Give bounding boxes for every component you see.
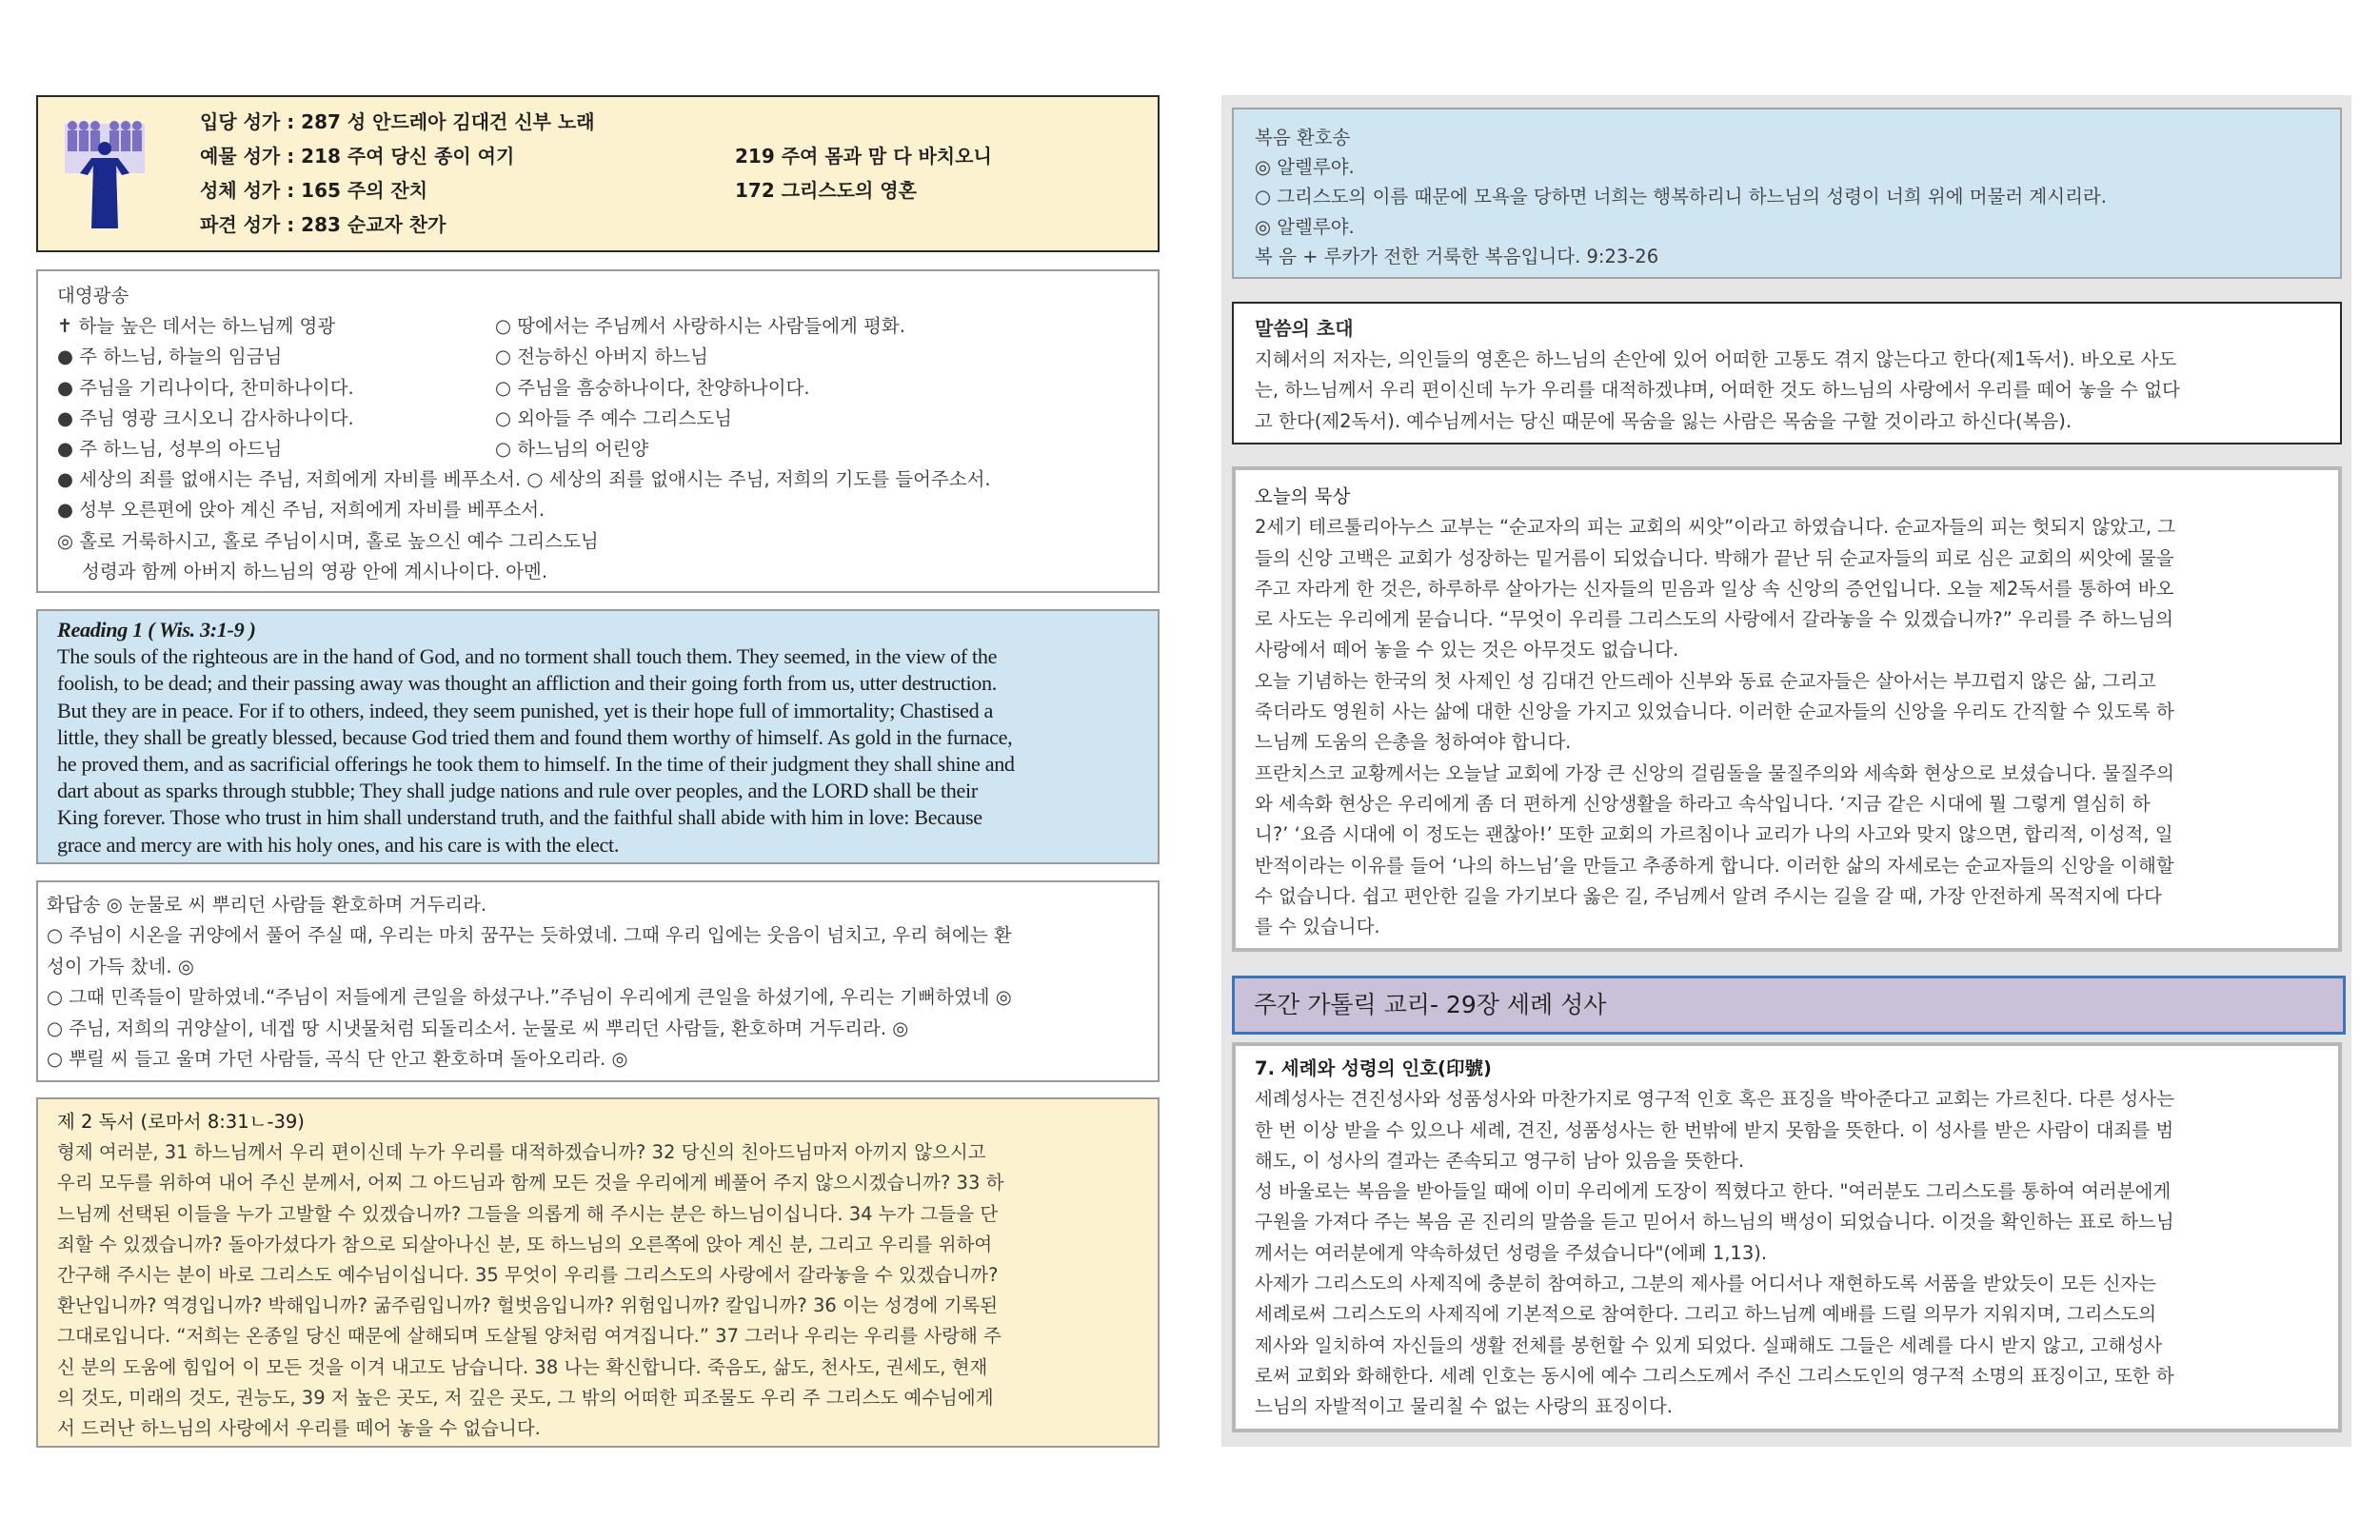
second-reading-line: 느님께 선택된 이들을 누가 고발할 수 있겠습니까? 그들을 의롭게 해 주시는 분은 하느님이십니다. 34 누가 그들을 단 [57, 1202, 999, 1225]
catechism-line: 세례성사는 견진성사와 성품성사와 마찬가지로 영구적 인호 혹은 표징을 박아준다고 교회는 가르친다. 다른 성사는 [1255, 1088, 2174, 1111]
first-reading-line: foolish, to be dead; and their passing away was thought an affliction and their going forth from us, utter destruction. [57, 671, 997, 696]
first-reading-box [36, 609, 1160, 864]
catechism-line: 로써 교회와 화해한다. 세례 인호는 동시에 예수 그리스도께서 주신 그리스도인의 영구적 소명의 표징이고, 또한 하 [1255, 1364, 2174, 1387]
catechism-line: 께서는 여러분에게 약속하셨던 성령을 주셨습니다"(에페 1,13). [1255, 1241, 1768, 1264]
gloria-text: ✝ 하늘 높은 데서는 하느님께 영광 [57, 315, 336, 338]
gloria-row [57, 373, 1139, 404]
meditation-line: 주고 자라게 한 것은, 하루하루 살아가는 신자들의 믿음과 일상 속 신앙의 증언입니다. 오늘 제2독서를 통하여 바오 [1255, 577, 2174, 600]
meditation-line: 반적이라는 이유를 들어 ‘나의 하느님’을 만들고 추종하게 합니다. 이러한 삶의 자세로는 순교자들의 신앙을 이해할 [1255, 854, 2174, 877]
gloria-text: ● 주 하느님, 성부의 아드님 [57, 438, 283, 461]
first-reading-line: grace and mercy are with his holy ones, and his care is with the elect. [57, 832, 620, 857]
meditation-title: 오늘의 묵상 [1255, 485, 1351, 507]
second-reading-line: 그대로입니다. “저희는 온종일 당신 때문에 살해되며 도살될 양처럼 여겨집니다.” 37 그러나 우리는 우리를 사랑해 주 [57, 1325, 1002, 1348]
meditation-line: 니?’ ‘요즘 시대에 이 정도는 괜찮아!’ 또한 교회의 가르침이나 교리가 나의 사고와 맞지 않으면, 합리적, 이성적, 일 [1255, 823, 2173, 846]
hymns-box [36, 95, 1160, 252]
psalm-line: ○ 주님이 시온을 귀양에서 풀어 주실 때, 우리는 마치 꿈꾸는 듯하였네. 그때 우리 입에는 웃음이 넘치고, 우리 혀에는 환 [47, 924, 1012, 947]
gloria-text: ○ 하느님의 어린양 [495, 438, 649, 461]
gloria-row [57, 404, 1139, 434]
gloria-title: 대영광송 [57, 285, 129, 306]
second-reading-line: 형제 여러분, 31 하느님께서 우리 편이신데 누가 우리를 대적하겠습니까? 32 당신의 친아드님마저 아끼지 않으시고 [57, 1141, 986, 1164]
first-reading-line: dart about as sparks through stubble; They shall judge nations and rule over peoples, and the LORD shall be their [57, 779, 978, 803]
meditation-line: 를 수 있습니다. [1255, 916, 1380, 938]
gloria-line: ◎ 홀로 거룩하시고, 홀로 주님이시며, 홀로 높으신 예수 그리스도님 [57, 529, 599, 552]
meditation-line: 들의 신앙 고백은 교회가 성장하는 밑거름이 되었습니다. 박해가 끝난 뒤 순교자들의 피로 심은 교회의 씨앗에 물을 [1255, 546, 2174, 569]
catechism-line: 느님의 자발적이고 물리칠 수 없는 사랑의 표징이다. [1255, 1395, 1673, 1418]
meditation-line: 로 사도는 우리에게 묻습니다. “무엇이 우리를 그리스도의 사랑에서 갈라놓을 수 있겠습니까?” 우리를 주 하느님의 [1255, 608, 2173, 631]
recessional-hymn: 파견 성가 : 283 순교자 찬가 [200, 213, 446, 236]
invitation-line: 는, 하느님께서 우리 편이신데 누가 우리를 대적하겠냐며, 어떠한 것도 하느님의 사랑에서 우리를 떼어 놓을 수 없다 [1255, 379, 2180, 401]
gloria-row [57, 311, 1139, 342]
meditation-line: 2세기 테르툴리아누스 교부는 “순교자의 피는 교회의 씨앗”이라고 하였습니다. 순교자들의 피는 헛되지 않았고, 그 [1255, 516, 2176, 539]
first-reading-line: But they are in peace. For if to others, indeed, they seem punished, yet is their hope full of immortality; Chastised a [57, 698, 994, 722]
psalm-line: ○ 뿌릴 씨 들고 울며 가던 사람들, 곡식 단 안고 환호하며 돌아오리라. ◎ [47, 1048, 628, 1071]
meditation-line: 오늘 기념하는 한국의 첫 사제인 성 김대건 안드레아 신부와 동료 순교자들은 살아서는 부끄럽지 않은 삶, 그리고 [1255, 669, 2156, 692]
psalm-title: 화답송 ◎ 눈물로 씨 뿌리던 사람들 환호하며 거두리라. [47, 894, 487, 916]
catechism-line: 해도, 이 성사의 결과는 존속되고 영구히 남아 있음을 뜻한다. [1255, 1149, 1745, 1172]
catechism-line: 구원을 가져다 주는 복음 곧 진리의 말씀을 듣고 믿어서 하느님의 백성이 되었습니다. 이것을 확인하는 표로 하느님 [1255, 1211, 2174, 1234]
meditation-line: 죽더라도 영원히 사는 삶에 대한 신앙을 가지고 있었습니다. 이러한 순교자들의 신앙을 우리도 간직할 수 있도록 하 [1255, 701, 2174, 723]
catechism-line: 제사와 일치하여 자신들의 생활 전체를 봉헌할 수 있게 되었다. 실패해도 그들은 세례를 다시 받지 않고, 고해성사 [1255, 1333, 2163, 1356]
communion-hymn-2: 172 그리스도의 영혼 [735, 179, 917, 202]
meditation-line: 느님께 도움의 은총을 청하여야 합니다. [1255, 731, 1572, 754]
catechism-banner: 주간 가톨릭 교리- 29장 세례 성사 [1232, 976, 2346, 1035]
offertory-hymn-1: 예물 성가 : 218 주여 당신 종이 여기 [200, 145, 515, 168]
offertory-hymn-2: 219 주여 몸과 맘 다 바치오니 [735, 145, 992, 168]
gloria-line: 성령과 함께 아버지 하느님의 영광 안에 계시나이다. 아멘. [82, 560, 548, 582]
meditation-box [1232, 466, 2342, 952]
gospel-line: 복음 환호송 [1255, 127, 1351, 148]
meditation-line: 와 세속화 현상은 우리에게 좀 더 편하게 신앙생활을 하라고 속삭입니다. ‘지금 같은 시대에 뭘 그렇게 열심히 하 [1255, 792, 2151, 815]
priest-choir-icon [63, 116, 147, 230]
first-reading-title: Reading 1 ( Wis. 3:1-9 ) [57, 618, 256, 642]
gloria-text: ● 주님 영광 크시오니 감사하나이다. [57, 406, 354, 429]
second-reading-line: 환난입니까? 역경입니까? 박해입니까? 굶주림입니까? 헐벗음입니까? 위험입니까? 칼입니까? 36 이는 성경에 기록된 [57, 1294, 999, 1317]
second-reading-line: 우리 모두를 위하여 내어 주신 분께서, 어찌 그 아드님과 함께 모든 것을 우리에게 베풀어 주지 않으시겠습니까? 33 하 [57, 1172, 1004, 1194]
catechism-box [1232, 1042, 2342, 1432]
second-reading-line: 서 드러난 하느님의 사랑에서 우리를 떼어 놓을 수 없습니다. [57, 1417, 541, 1440]
psalm-line: ○ 그때 민족들이 말하였네.“주님이 저들에게 큰일을 하셨구나.”주님이 우리에게 큰일을 하셨기에, 우리는 기뻐하였네 ◎ [47, 986, 1012, 1009]
gloria-line: ● 성부 오른편에 앉아 계신 주님, 저희에게 자비를 베푸소서. [57, 499, 545, 522]
gospel-acclamation-box [1232, 108, 2342, 279]
meditation-line: 수 없습니다. 쉽고 편안한 길을 가기보다 옳은 길, 주님께서 알려 주시는 길을 갈 때, 가장 안전하게 목적지에 다다 [1255, 884, 2162, 907]
gloria-text: ○ 외아들 주 예수 그리스도님 [495, 406, 733, 429]
second-reading-line: 간구해 주시는 분이 바로 그리스도 예수님이십니다. 35 무엇이 우리를 그리스도의 사랑에서 갈라놓을 수 있겠습니까? [57, 1264, 999, 1287]
gloria-row [57, 434, 1139, 464]
invitation-line: 지혜서의 저자는, 의인들의 영혼은 하느님의 손안에 있어 어떠한 고통도 겪지 않는다고 한다(제1독서). 바오로 사도 [1255, 347, 2177, 370]
second-reading-line: 죄할 수 있겠습니까? 돌아가셨다가 참으로 되살아나신 분, 또 하느님의 오른쪽에 앉아 계신 분, 그리고 우리를 위하여 [57, 1233, 993, 1255]
catechism-line: 세례로써 그리스도의 사제직에 기본적으로 참여한다. 그리고 하느님께 예배를 드릴 의무가 지워지며, 그리스도의 [1255, 1303, 2157, 1326]
catechism-line: 사제가 그리스도의 사제직에 충분히 참여하고, 그분의 제사를 어디서나 재현하도록 서품을 받았듯이 모든 신자는 [1255, 1273, 2157, 1295]
psalm-line: ○ 주님, 저희의 귀양살이, 네겝 땅 시냇물처럼 되돌리소서. 눈물로 씨 뿌리던 사람들, 환호하며 거두리라. ◎ [47, 1017, 909, 1039]
meditation-line: 프란치스코 교황께서는 오늘날 교회에 가장 큰 신앙의 걸림돌을 물질주의와 세속화 현상으로 보셨습니다. 물질주의 [1255, 761, 2174, 784]
gospel-line: ◎ 알렐루야. [1255, 156, 1355, 179]
communion-hymn-1: 성체 성가 : 165 주의 잔치 [200, 179, 428, 202]
gloria-text: ○ 전능하신 아버지 하느님 [495, 346, 708, 368]
first-reading-line: King forever. Those who trust in him shall understand truth, and the faithful shall abide with him in love: Because [57, 805, 982, 830]
second-reading-line: 신 분의 도움에 힘입어 이 모든 것을 이겨 내고도 남습니다. 38 나는 확신합니다. 죽음도, 삶도, 천사도, 권세도, 현재 [57, 1355, 988, 1378]
gloria-text: ● 주 하느님, 하늘의 임금님 [57, 346, 283, 368]
catechism-line: 한 번 이상 받을 수 있으나 세례, 견진, 성품성사는 한 번밖에 받지 못함을 뜻한다. 이 성사를 받은 사람이 대죄를 범 [1255, 1118, 2174, 1141]
meditation-line: 사랑에서 떼어 놓을 수 있는 것은 아무것도 없습니다. [1255, 639, 1679, 661]
first-reading-line: he proved them, and as sacrificial offerings he took them to himself. In the time of their judgment they shall shine and [57, 752, 1015, 777]
gloria-text: ○ 땅에서는 주님께서 사랑하시는 사람들에게 평화. [495, 315, 905, 338]
invitation-title: 말씀의 초대 [1255, 317, 1354, 340]
gloria-line: ● 세상의 죄를 없애시는 주님, 저희에게 자비를 베푸소서. ○ 세상의 죄를 없애시는 주님, 저희의 기도를 들어주소서. [57, 468, 991, 491]
catechism-title: 7. 세례와 성령의 인호(印號) [1255, 1057, 1492, 1079]
first-reading-line: little, they shall be greatly blessed, because God tried them and found them worthy of himself. As gold in the furnace, [57, 724, 1013, 749]
gospel-line: ◎ 알렐루야. [1255, 215, 1355, 238]
second-reading-title: 제 2 독서 (로마서 8:31ㄴ-39) [57, 1111, 305, 1133]
second-reading-line: 의 것도, 미래의 것도, 권능도, 39 저 높은 곳도, 저 깊은 곳도, 그 밖의 어떠한 피조물도 우리 주 그리스도 예수님에게 [57, 1386, 994, 1409]
first-reading-line: The souls of the righteous are in the hand of God, and no torment shall touch them. They seemed, in the view of the [57, 644, 998, 669]
gloria-text: ○ 주님을 흠숭하나이다, 찬양하나이다. [495, 376, 810, 399]
responsorial-psalm-box [36, 880, 1160, 1082]
entrance-hymn: 입당 성가 : 287 성 안드레아 김대건 신부 노래 [200, 110, 595, 133]
invitation-box [1232, 302, 2342, 444]
invitation-line: 고 한다(제2독서). 예수님께서는 당신 때문에 목숨을 잃는 사람은 목숨을 구할 것이라고 하신다(복음). [1255, 409, 2073, 432]
psalm-line: 성이 가득 찼네. ◎ [47, 955, 194, 977]
gloria-row [57, 342, 1139, 372]
gloria-text: ● 주님을 기리나이다, 찬미하나이다. [57, 376, 354, 399]
second-reading-box [36, 1097, 1160, 1448]
gloria-box [36, 269, 1160, 593]
gospel-line: ○ 그리스도의 이름 때문에 모욕을 당하면 너희는 행복하리니 하느님의 성령이 너희 위에 머물러 계시리라. [1255, 186, 2107, 208]
catechism-line: 성 바울로는 복음을 받아들일 때에 이미 우리에게 도장이 찍혔다고 한다. "여러분도 그리스도를 통하여 여러분에게 [1255, 1180, 2172, 1203]
gospel-line: 복 음 + 루카가 전한 거룩한 복음입니다. 9:23-26 [1255, 245, 1659, 267]
